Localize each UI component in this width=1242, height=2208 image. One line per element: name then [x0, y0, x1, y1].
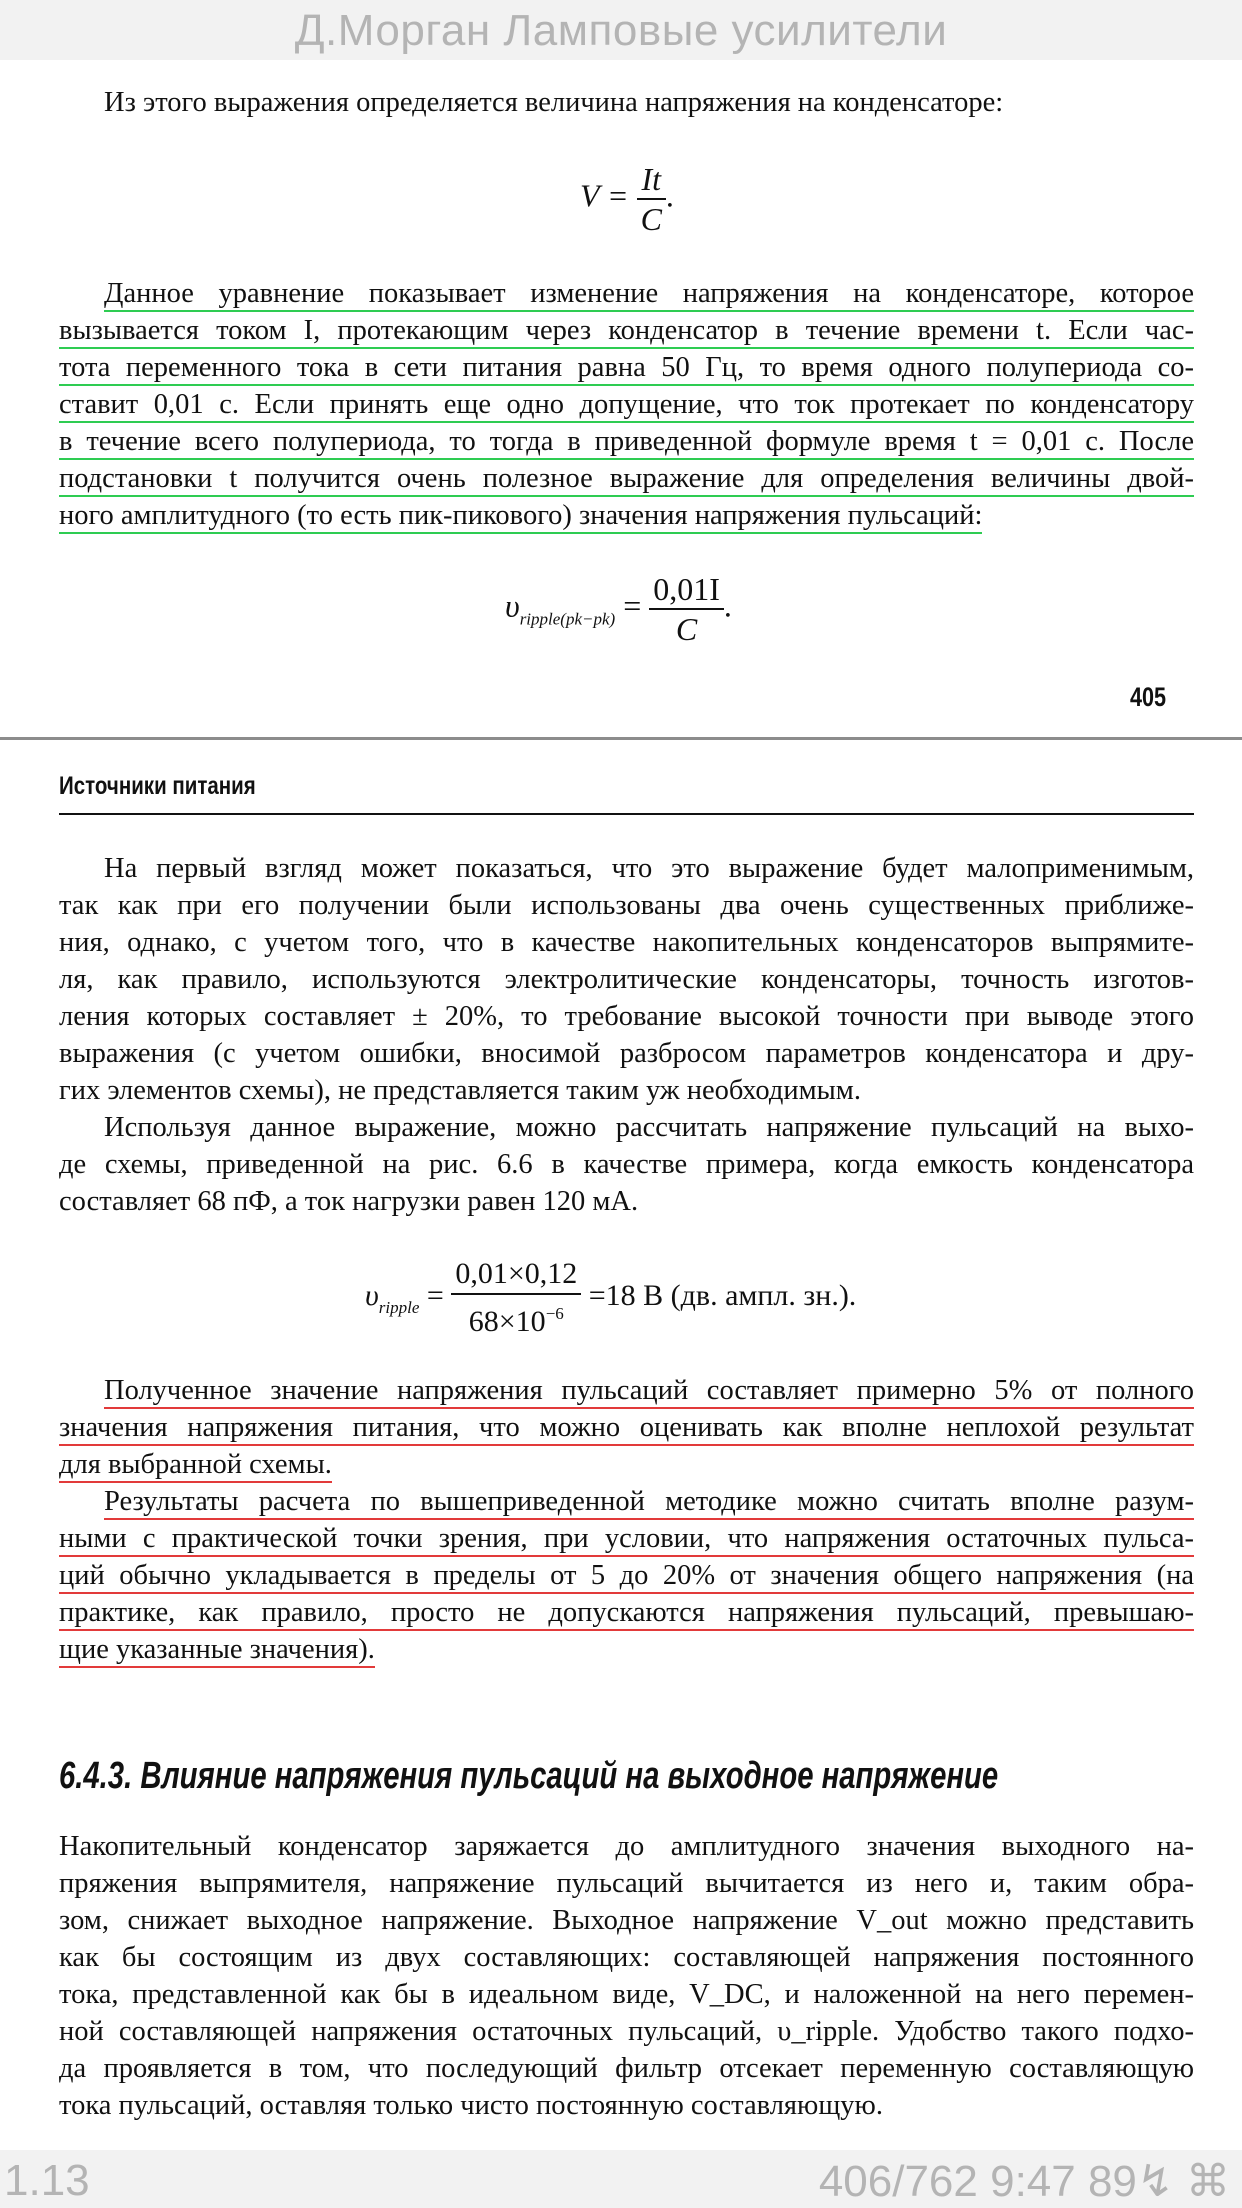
- line-text: ций обычно укладывается в пределы от 5 до 20% от значения общего напряжения (на: [59, 1560, 1194, 1594]
- highlighted-line[interactable]: [59, 423, 1194, 460]
- formula-symbol: υ: [505, 587, 520, 624]
- highlighted-line[interactable]: [59, 1409, 1194, 1446]
- line-text: в течение всего полупериода, то тогда в приведенной формуле время t = 0,01 с. После: [59, 426, 1194, 460]
- highlighted-line[interactable]: [59, 1520, 1194, 1557]
- book-title-bar[interactable]: [0, 0, 1242, 60]
- line-text: Результаты расчета по вышеприведенной методике можно считать вполне разум-: [104, 1486, 1194, 1520]
- book-title: Д.Морган Ламповые усилители: [294, 6, 948, 55]
- fraction: [451, 1255, 581, 1341]
- text-line: пряжения выпрямителя, напряжение пульсаций вычитается из него и, таким обра-: [59, 1868, 1194, 1899]
- text-line: тока, представленной как бы в идеальном виде, V_DC, и наложенной на него перемен-: [59, 1979, 1194, 2010]
- formula-ripple-pk-pk: [505, 570, 732, 648]
- formula-equals: =: [623, 587, 642, 624]
- page-time-battery: 406/762 9:47 89↯ ⌘: [818, 2157, 1230, 2206]
- text-line: как бы состоящим из двух составляющих: составляющей напряжения постоянного: [59, 1942, 1194, 1973]
- formula-ripple-calc: [365, 1255, 856, 1341]
- text-line: ния, однако, с учетом того, что в качестве накопительных конденсаторов выпрямите-: [59, 927, 1194, 958]
- text-line: так как при его получении были использованы два очень существенных приближе-: [59, 890, 1194, 921]
- highlighted-line[interactable]: [59, 1372, 1194, 1409]
- text-line: ной составляющей напряжения остаточных пульсаций, υ_ripple. Удобство такого подхо-: [59, 2016, 1194, 2047]
- highlighted-line[interactable]: [59, 386, 1194, 423]
- line-text: щие указанные значения).: [59, 1634, 375, 1668]
- reading-progress: 1.13: [4, 2156, 90, 2205]
- text-line: Используя данное выражение, можно рассчитать напряжение пульсаций на выхо-: [104, 1112, 1194, 1143]
- highlighted-line[interactable]: [59, 460, 1194, 497]
- line-text: подстановки t получится очень полезное выражение для определения величины двой-: [59, 463, 1194, 497]
- formula-symbol: υ: [365, 1278, 379, 1312]
- line-text: ного амплитудного (то есть пик-пикового) значения напряжения пульсаций:: [59, 500, 982, 534]
- formula-v-it-c: [580, 160, 674, 238]
- text-line: да проявляется в том, что последующий фильтр отсекает переменную составляющую: [59, 2053, 1194, 2084]
- text-line: гих элементов схемы), не представляется таким уж необходимым.: [59, 1075, 861, 1106]
- formula-lhs: V =: [580, 177, 629, 214]
- fraction: [649, 570, 724, 648]
- denominator-base: 68×10: [468, 1305, 546, 1338]
- section-heading: 6.4.3. Влияние напряжения пульсаций на выходное напряжение: [59, 1755, 999, 1797]
- formula-result: =18 В (дв. ампл. зн.).: [588, 1278, 857, 1312]
- formula-equals: =: [426, 1278, 444, 1312]
- fraction-numerator: It: [637, 160, 666, 200]
- highlighted-line[interactable]: [59, 1483, 1194, 1520]
- text-line: составляет 68 пФ, а ток нагрузки равен 120 мА.: [59, 1186, 639, 1217]
- highlighted-line[interactable]: [59, 312, 1194, 349]
- highlighted-line[interactable]: [59, 349, 1194, 386]
- text-line: ля, как правило, используются электролитические конденсаторы, точность изготов-: [59, 964, 1194, 995]
- fraction-numerator: 0,01×0,12: [451, 1255, 581, 1295]
- fraction-denominator: [451, 1295, 581, 1341]
- line-text: Полученное значение напряжения пульсаций составляет примерно 5% от полного: [104, 1375, 1194, 1409]
- highlighted-line[interactable]: [59, 1446, 1194, 1483]
- header-rule: [59, 813, 1194, 815]
- highlighted-line[interactable]: [59, 1594, 1194, 1631]
- formula-tail: .: [665, 177, 674, 214]
- denominator-exponent: −6: [545, 1304, 564, 1323]
- fraction-denominator: C: [640, 201, 662, 237]
- reader-status-bar[interactable]: [0, 2150, 1242, 2208]
- formula-subscript: ripple(pk−pk): [519, 609, 616, 629]
- formula-subscript: ripple: [378, 1297, 420, 1317]
- text-line: тока пульсаций, оставляя только чисто постоянную составляющую.: [59, 2090, 883, 2121]
- line-text: для выбранной схемы.: [59, 1449, 332, 1483]
- intro-line: Из этого выражения определяется величина напряжения на конденсаторе:: [104, 87, 1004, 118]
- text-line: Накопительный конденсатор заряжается до амплитудного значения выходного на-: [59, 1831, 1194, 1862]
- text-line: На первый взгляд может показаться, что это выражение будет малоприменимым,: [104, 853, 1194, 884]
- line-text: ставит 0,01 с. Если принять еще одно допущение, что ток протекает по конденсатору: [59, 389, 1194, 423]
- line-text: ными с практической точки зрения, при условии, что напряжения остаточных пульса-: [59, 1523, 1194, 1557]
- fraction-denominator: C: [675, 611, 698, 647]
- fraction-numerator: 0,01I: [649, 570, 724, 610]
- highlighted-line[interactable]: [59, 1557, 1194, 1594]
- page-divider: [0, 737, 1242, 740]
- fraction: [637, 160, 666, 238]
- line-text: Данное уравнение показывает изменение напряжения на конденсаторе, которое: [104, 278, 1194, 312]
- line-text: практике, как правило, просто не допускаются напряжения пульсаций, превышаю-: [59, 1597, 1194, 1631]
- text-line: выражения (с учетом ошибки, вносимой разбросом параметров конденсатора и дру-: [59, 1038, 1194, 1069]
- line-text: вызывается током I, протекающим через конденсатор в течение времени t. Если час-: [59, 315, 1194, 349]
- line-text: значения напряжения питания, что можно оценивать как вполне неплохой результат: [59, 1412, 1194, 1446]
- running-header: Источники питания: [59, 772, 256, 800]
- text-line: зом, снижает выходное напряжение. Выходное напряжение V_out можно представить: [59, 1905, 1194, 1936]
- text-line: де схемы, приведенной на рис. 6.6 в качестве примера, когда емкость конденсатора: [59, 1149, 1194, 1180]
- line-text: тота переменного тока в сети питания равна 50 Гц, то время одного полупериода со-: [59, 352, 1194, 386]
- formula-tail: .: [723, 587, 732, 624]
- text-line: ления которых составляет ± 20%, то требование высокой точности при выводе этого: [59, 1001, 1194, 1032]
- page-number: 405: [1130, 682, 1167, 712]
- highlighted-line[interactable]: [59, 1631, 1194, 1668]
- highlighted-line[interactable]: [59, 497, 1194, 534]
- highlighted-line[interactable]: [59, 275, 1194, 312]
